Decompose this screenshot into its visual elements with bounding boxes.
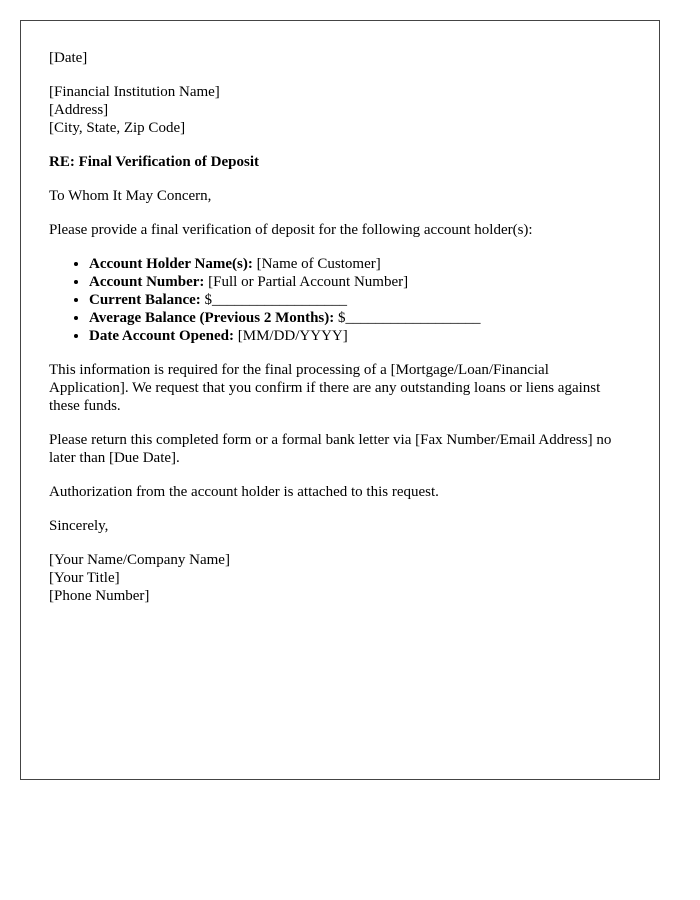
field-date-account-opened: [89, 327, 631, 345]
field-account-number: [89, 273, 631, 291]
salutation: To Whom It May Concern,: [49, 188, 212, 204]
recipient-name: [Financial Institution Name]: [49, 84, 220, 100]
field-label: Account Holder Name(s):: [89, 256, 253, 272]
recipient-city-state-zip: [City, State, Zip Code]: [49, 120, 186, 136]
field-label: Current Balance:: [89, 292, 201, 308]
letter-date: [49, 49, 631, 67]
field-value: [MM/DD/YYYY]: [234, 328, 348, 344]
processing-paragraph: This information is required for the final processing of a [Mortgage/Loan/Financial Application]. We request that you confirm if there are any outstanding loans or liens against these funds.: [49, 362, 601, 414]
recipient-address: [Address]: [49, 102, 109, 118]
field-value: $__________________: [200, 292, 348, 308]
letter-page: [20, 20, 660, 780]
field-value: [Full or Partial Account Number]: [204, 274, 409, 290]
signature-phone: [Phone Number]: [49, 588, 150, 604]
intro-paragraph: Please provide a final verification of deposit for the following account holder(s):: [49, 222, 533, 238]
signature-title: [Your Title]: [49, 570, 120, 586]
field-label: Average Balance (Previous 2 Months):: [89, 310, 335, 326]
signature-name: [Your Name/Company Name]: [49, 552, 230, 568]
field-account-holder-name: [89, 255, 631, 273]
field-value: [Name of Customer]: [252, 256, 381, 272]
field-value: $__________________: [334, 310, 481, 326]
subject-line: RE: Final Verification of Deposit: [49, 154, 259, 170]
authorization-paragraph: Authorization from the account holder is attached to this request.: [49, 484, 439, 500]
closing: Sincerely,: [49, 518, 109, 534]
field-label: Date Account Opened:: [89, 328, 234, 344]
recipient-block: [49, 83, 631, 137]
signature-block: [49, 551, 631, 605]
return-instructions-paragraph: Please return this completed form or a formal bank letter via [Fax Number/Email Address] no later than [Due Date].: [49, 432, 612, 466]
field-label: Account Number:: [89, 274, 205, 290]
field-current-balance: [89, 291, 631, 309]
field-average-balance: [89, 309, 631, 327]
date-text: [Date]: [49, 50, 88, 66]
account-fields-list: [49, 255, 631, 345]
